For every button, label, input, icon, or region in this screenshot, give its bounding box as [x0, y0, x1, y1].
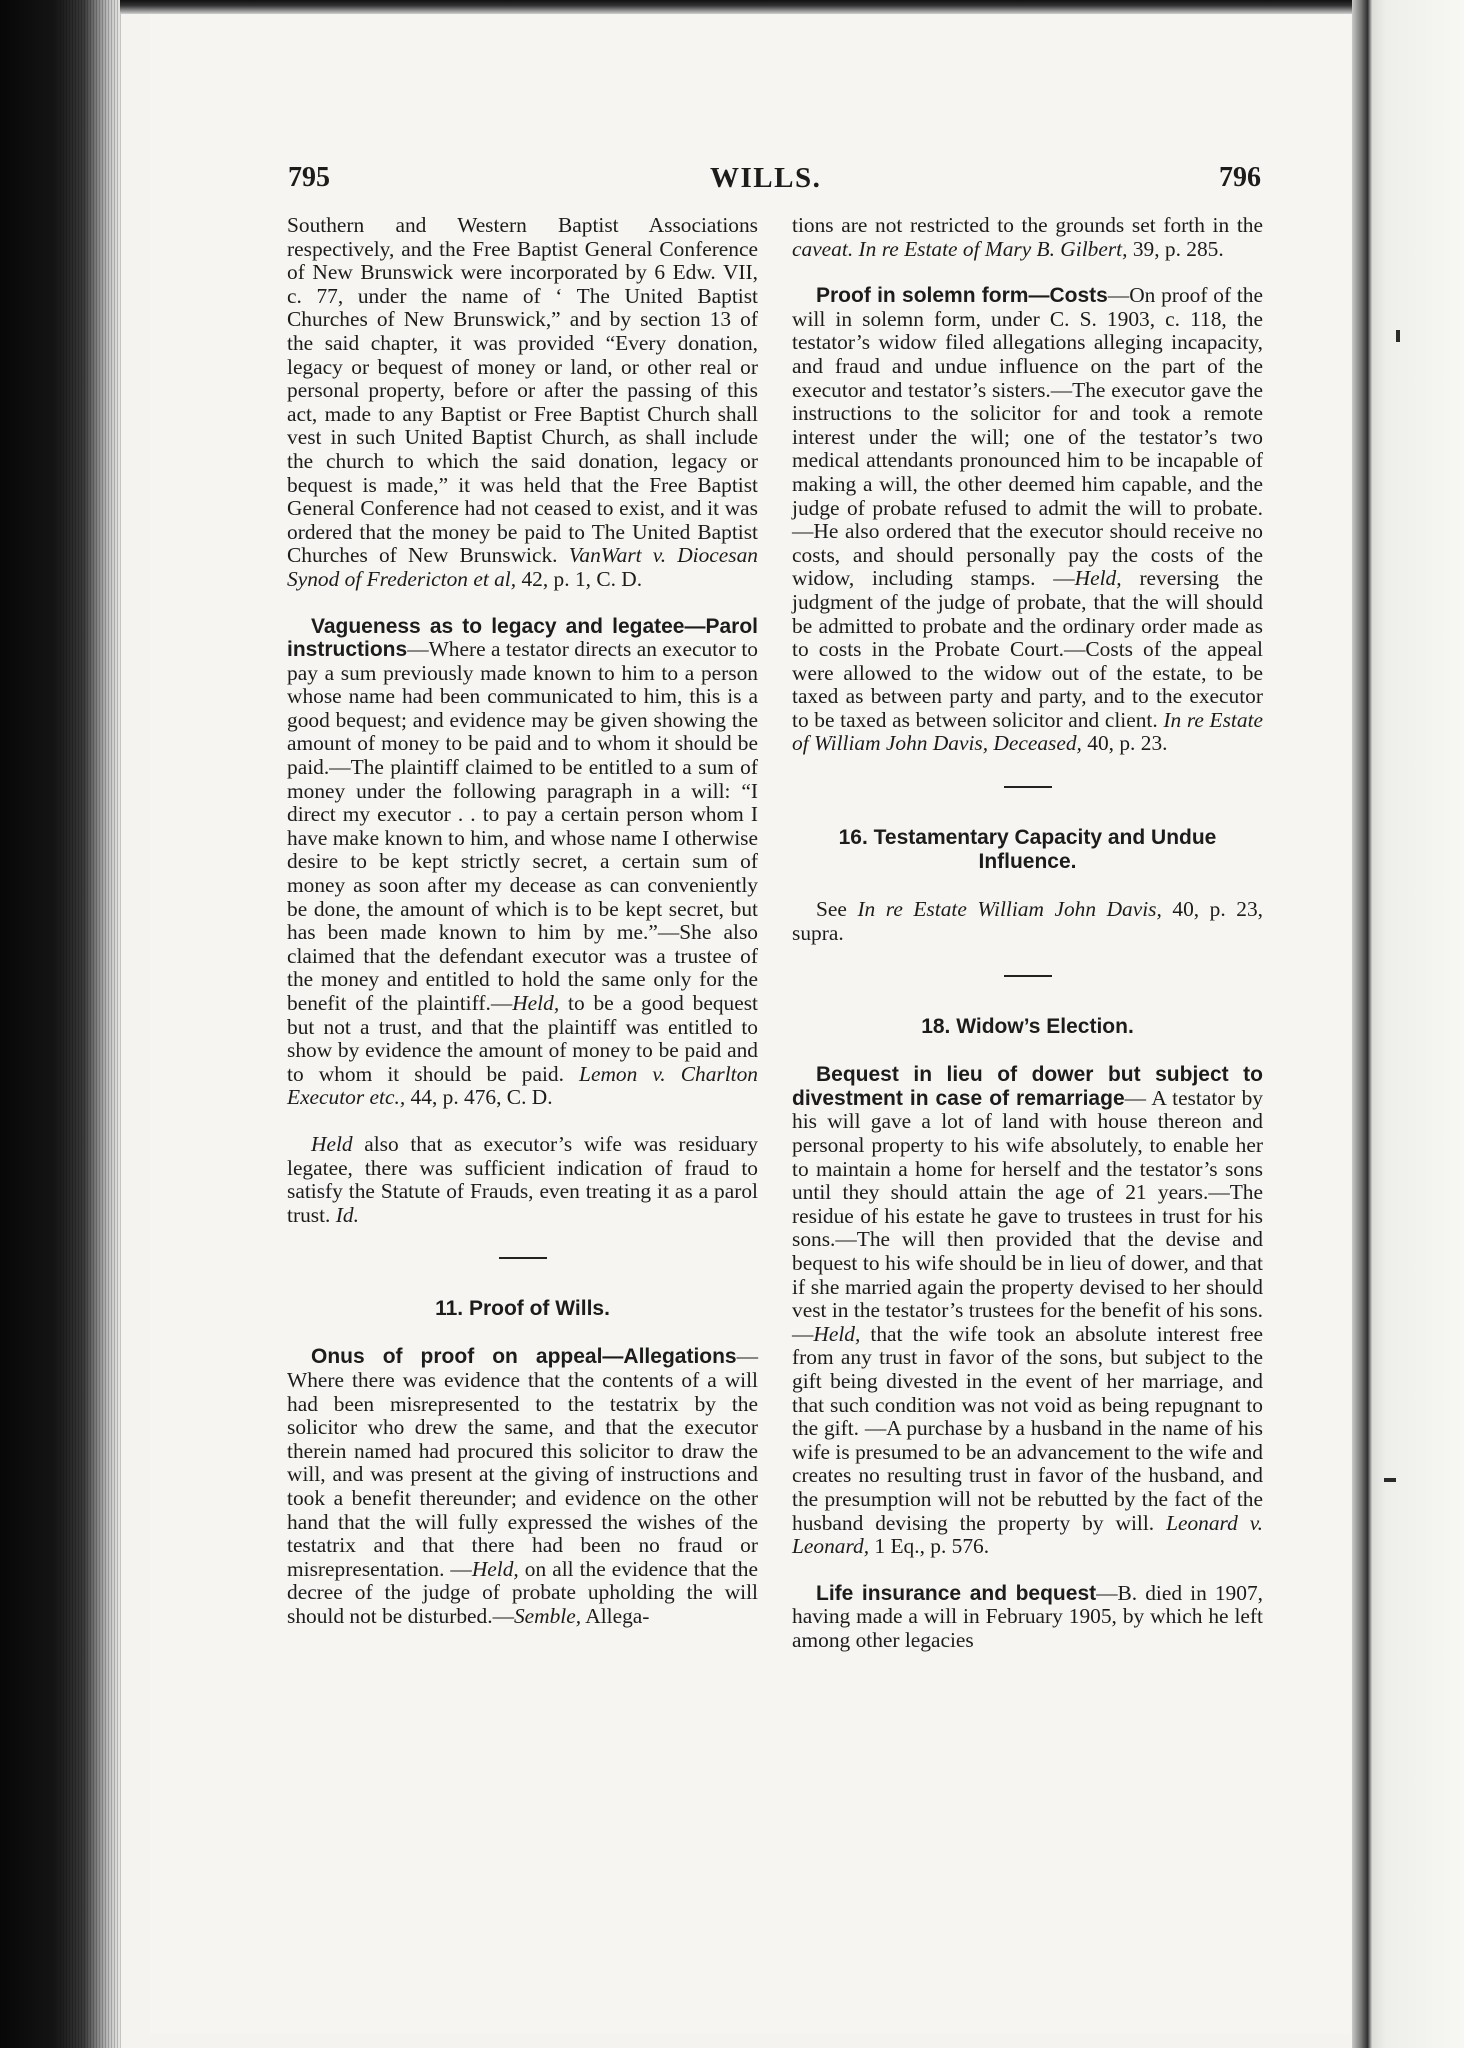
paragraph-text: —B. died in 1907, having made a will in February 1905, by which he left among other legacies — [792, 1580, 1263, 1652]
margin-mark — [1384, 1478, 1396, 1482]
paragraph-text: —Where a testator directs an executor to pay a sum previously made known to him to a person whose name had been communicated to him, this is a good bequest; and evidence may be given showing the amount of money to be paid and to whom it should be paid.—The plaintiff claimed to be entitled to a sum of money under the following paragraph in a will: “I direct my executor . . to pay a certain person whom I have make known to him, and whose name I otherwise desire to be kept strictly secret, a certain sum of money as soon after my decease as can conveniently be done, the amount of which is to be kept secret, but has been made known to him by me.”—She also claimed that the defendant executor was a trustee of the money and entitled to hold the same only for the benefit of the plaintiff.— — [287, 637, 758, 1015]
section-title: 11. Proof of Wills. — [435, 1297, 610, 1321]
paragraph-text: that the wife took an absolute interest free from any trust in favor of the sons, but subject to the gift being divested in the event of her marriage, and that such condition was not void as being repugnant to the gift. —A purchase by a husband in the name of his wife is presumed to be an advancement to the wife and creates no resulting trust in favor of the husband, and the presumption will not be rebutted by the fact of the husband devising the property by will. — [792, 1321, 1263, 1535]
paragraph-heading: Proof in solemn form—Costs — [816, 284, 1108, 308]
running-title: WILLS. — [710, 162, 822, 194]
paragraph — [287, 615, 758, 1110]
paragraph-text: —Where there was evidence that the contents of a will had been misrepresented to the testatrix by the solicitor who drew the same, and that the executor therein named had procured this solicitor to draw the will, and was present at the giving of instructions and took a benefit thereunder; and evidence on the other hand that the will fully expressed the wishes of the testatrix and that there had been no fraud or misrepresentation. — — [287, 1344, 758, 1581]
paragraph — [287, 1345, 758, 1628]
caveat-term: caveat. — [792, 236, 854, 261]
paragraph-heading: Vagueness as to legacy and legatee—Parol instructions — [287, 614, 758, 662]
paragraph-text: to be a good bequest but not a trust, and that the plaintiff was entitled to show by evidence the amount of money to be paid and to whom it should be paid. — [287, 991, 758, 1086]
paragraph — [287, 214, 758, 592]
case-name: In re Estate of William John Davis, Deceased, — [792, 707, 1264, 756]
case-name: Leonard v. Leonard, — [792, 1510, 1263, 1559]
book-page — [150, 14, 1350, 2034]
paragraph-text: also that as executor’s wife was residuary legatee, there was sufficient indication of fraud to satisfy the Statute of Frauds, even treating it as a parol trust. — [287, 1131, 758, 1227]
paragraph — [792, 214, 1263, 261]
paragraph-heading: Bequest in lieu of dower but subject to divestment in case of remarriage — [792, 1063, 1263, 1110]
paragraph-heading: Onus of proof on appeal—Allegations — [311, 1345, 737, 1369]
citation: 44, p. 476, C. D. — [410, 1085, 553, 1110]
semble-label: Semble, — [513, 1603, 582, 1628]
section-title: 16. Testamentary Capacity and Undue Influence. — [838, 826, 1217, 874]
case-name: VanWart v. Diocesan Synod of Fredericton et al, — [287, 543, 758, 591]
paragraph-text: Allega- — [585, 1603, 650, 1628]
paragraph — [792, 1063, 1263, 1558]
held-label: Held, — [813, 1321, 861, 1346]
citation: 40, p. 23. — [1087, 731, 1168, 756]
citation: 1 Eq., p. 576. — [874, 1534, 990, 1559]
id-label: Id. — [335, 1202, 359, 1227]
paragraph-text: — A testator by his will gave a lot of land with house thereon and personal property to his wife absolutely, to enable her to maintain a home for herself and the testator’s sons until they should attain the age of 21 years.—The residue of his estate he gave to trustees in trust for his sons.—The will then provided that the devise and bequest to his wife should be in lieu of dower, and that if she married again the property devised to her should vest in the testator’s trustees for the benefit of his sons.— — [792, 1085, 1263, 1346]
paragraph — [792, 1582, 1263, 1653]
citation: 40, p. 23, supra. — [792, 897, 1263, 945]
divider — [1004, 975, 1052, 977]
margin-mark — [1396, 330, 1400, 342]
right-column — [792, 214, 1263, 1676]
paragraph — [792, 898, 1263, 945]
section-title: 18. Widow’s Election. — [921, 1015, 1134, 1039]
left-column — [287, 214, 758, 1651]
paragraph-text: Southern and Western Baptist Associations respectively, and the Free Baptist General Conference of New Brunswick were incorporated by 6 Edw. VII, c. 77, under the name of ‘ The United Baptist Churches of New Brunswick,” and by section 13 of the said chapter, it was provided “Every donation, legacy or bequest of money or land, or other real or personal property, before or after the passing of this act, made to any Baptist or Free Baptist Church shall vest in such United Baptist Church, as shall include the church to which the said donation, legacy or bequest is made,” it was held that the Free Baptist General Conference had not ceased to exist, and it was ordered that the money be paid to The United Baptist Churches of New Brunswick. — [287, 213, 758, 568]
held-label: Held, — [471, 1556, 519, 1581]
running-header — [150, 162, 1350, 202]
paragraph-text: on all the evidence that the decree of the judge of probate upholding the will should not be disturbed.— — [287, 1556, 759, 1628]
paragraph — [287, 1133, 758, 1227]
held-label: Held, — [512, 991, 560, 1015]
right-gutter — [1352, 0, 1464, 2048]
citation: 39, p. 285. — [1132, 236, 1224, 261]
page-stack-edge — [60, 0, 122, 2048]
divider — [499, 1257, 547, 1259]
page-number-left: 795 — [288, 162, 330, 193]
paragraph — [792, 284, 1263, 756]
see-label: See — [816, 897, 847, 922]
top-scan-edge — [120, 0, 1360, 14]
divider — [1004, 786, 1052, 788]
held-label: Held, — [1074, 566, 1122, 591]
paragraph-heading: Life insurance and bequest — [816, 1581, 1097, 1605]
paragraph-text: —On proof of the will in solemn form, under C. S. 1903, c. 118, the testator’s widow filed allegations alleging incapacity, and fraud and undue influence on the part of the executor and testator’s sisters.—The executor gave the instructions to the solicitor for and took a remote interest under the will; one of the testator’s two medical attendants pronounced him to be incapable of making a will, the other deemed him capable, and the judge of probate refused to admit the will to probate. —He also ordered that the executor should receive no costs, and should personally pay the costs of the widow, including stamps. — — [792, 283, 1263, 591]
case-name: Lemon v. Charlton Executor etc., — [287, 1061, 758, 1110]
case-name: In re Estate William John Davis, — [857, 897, 1162, 922]
paragraph-text: reversing the judgment of the judge of probate, that the will should be admitted to probate and the ordinary order made as to costs in the Probate Court.—Costs of the appeal were allowed to the widow out of the estate, to be taxed as between party and party, and to the executor to be taxed as between solicitor and client. — [792, 566, 1263, 732]
page-number-right: 796 — [1219, 162, 1261, 193]
held-label: Held — [311, 1131, 353, 1156]
citation: 42, p. 1, C. D. — [521, 566, 643, 591]
case-name: In re Estate of Mary B. Gilbert, — [858, 236, 1128, 261]
paragraph-text: tions are not restricted to the grounds set forth in the — [792, 213, 1263, 237]
